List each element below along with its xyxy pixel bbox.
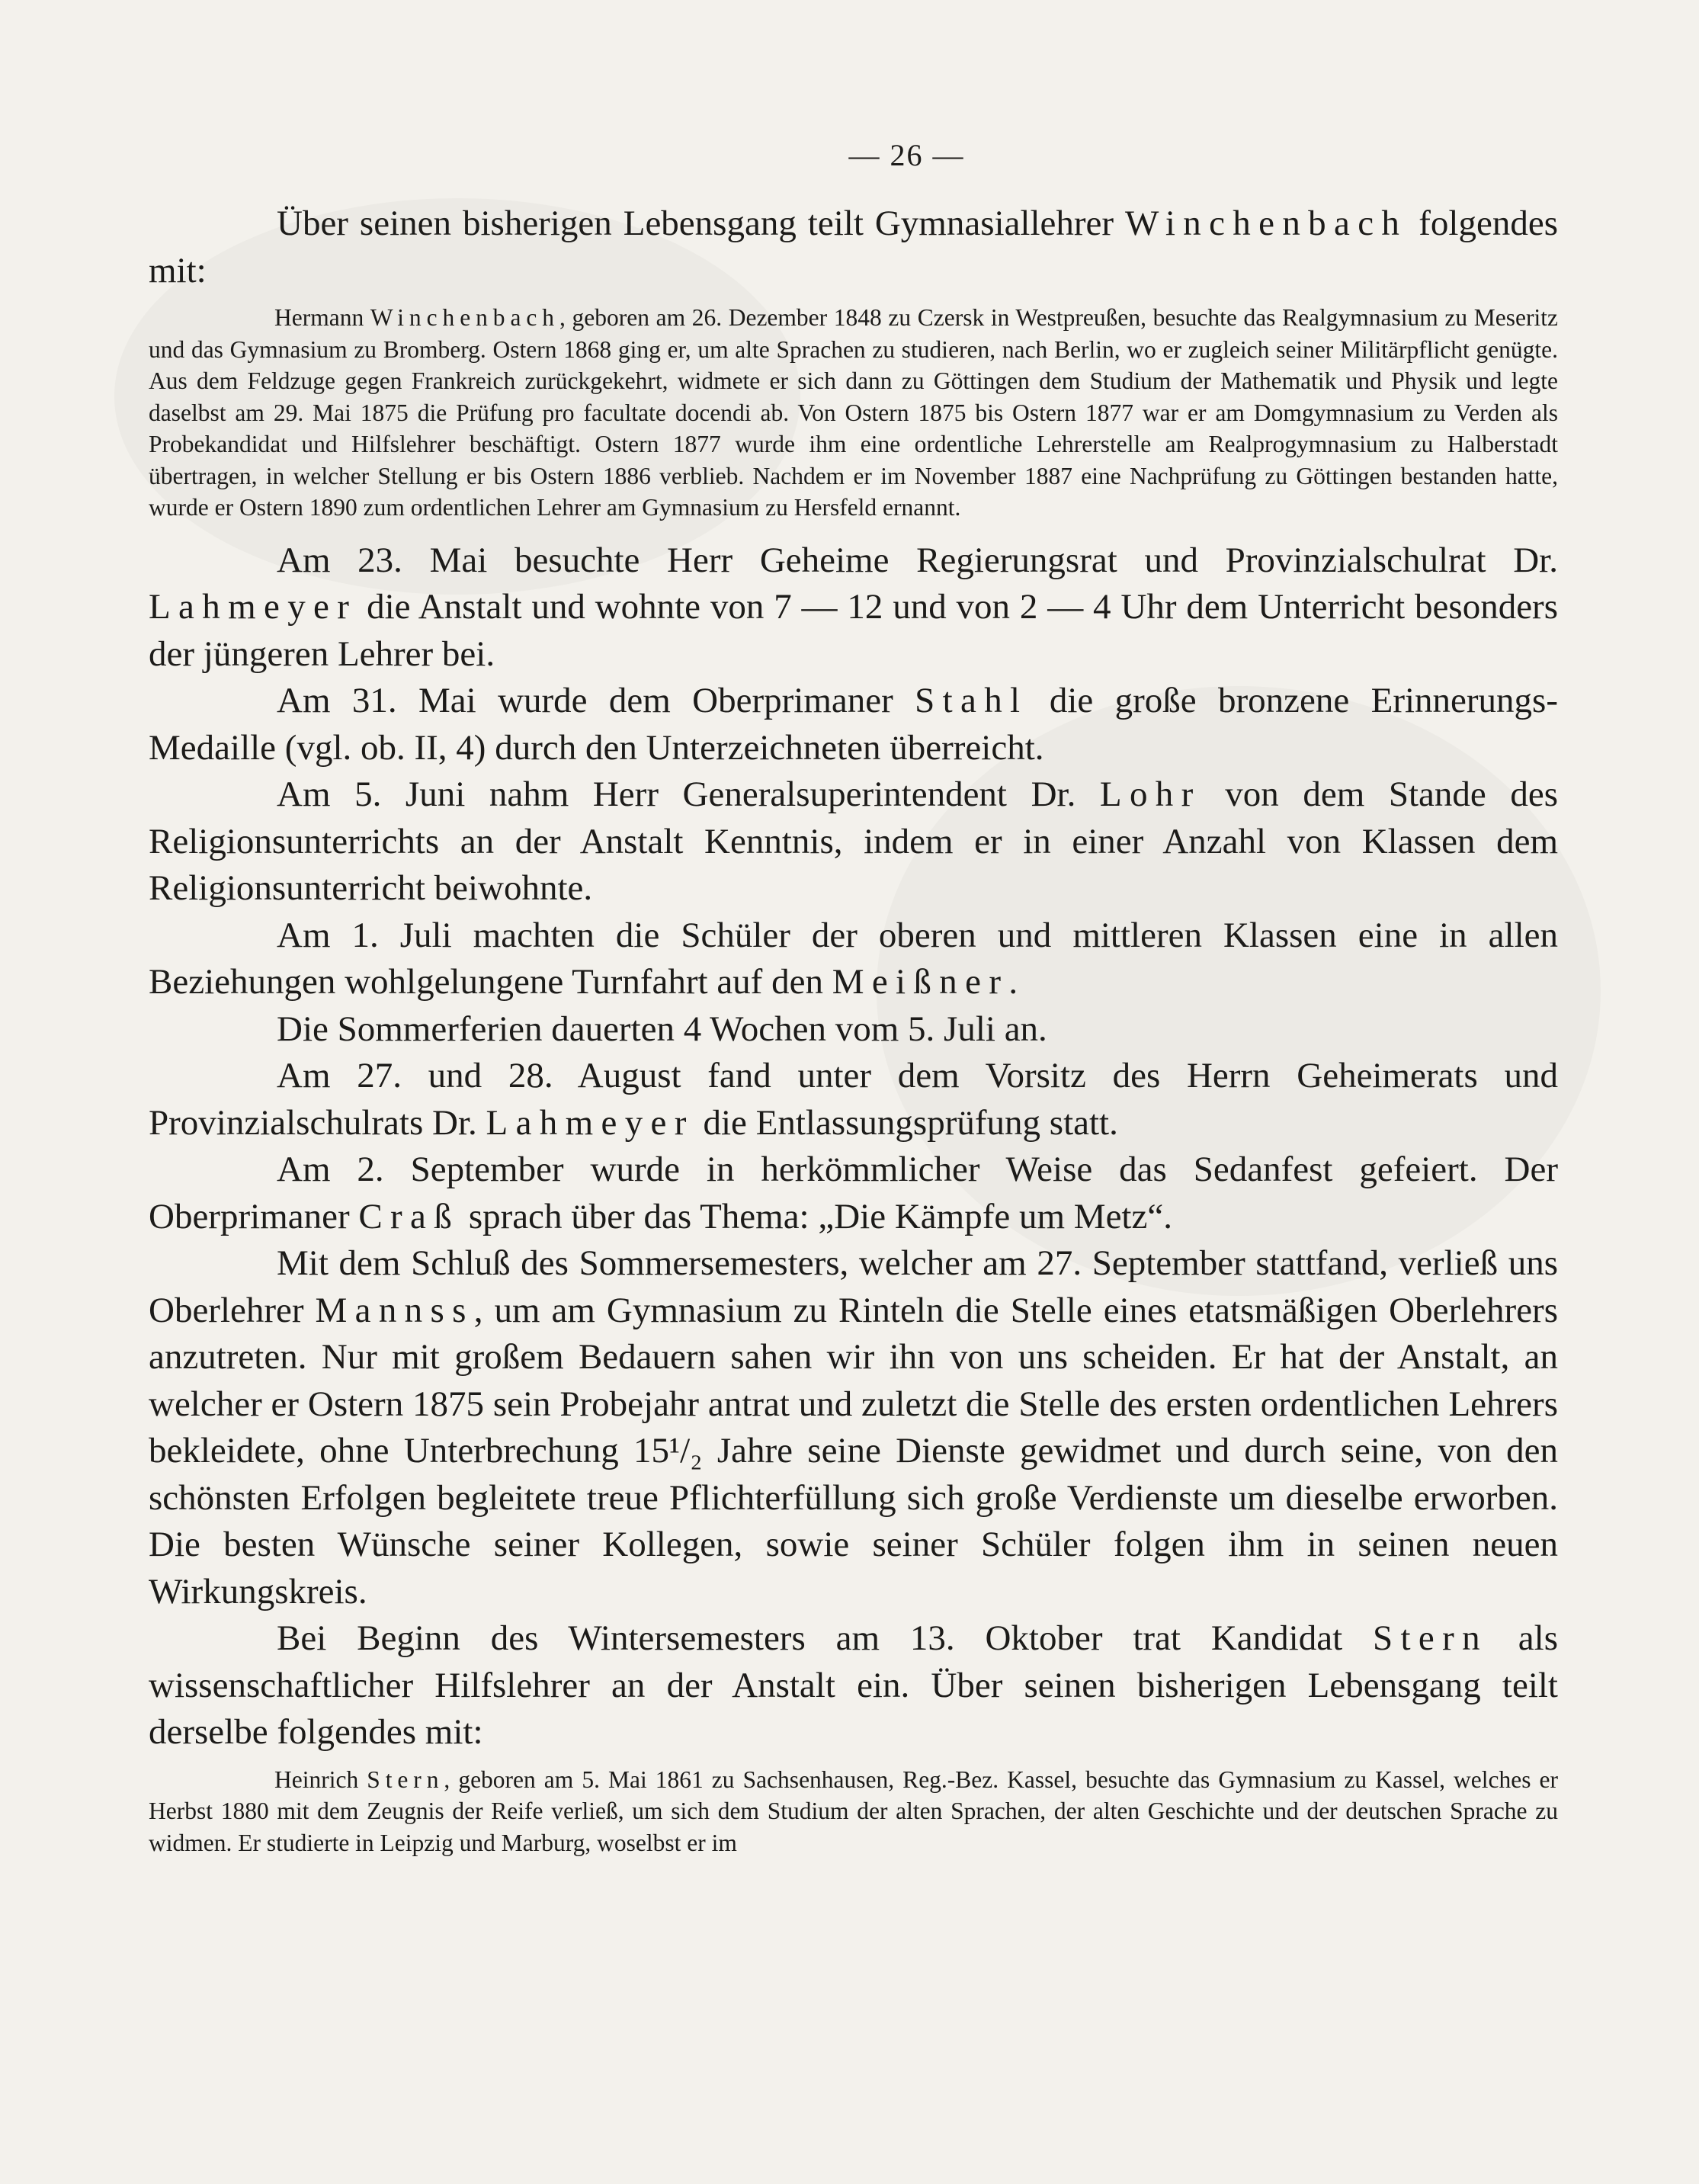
page-number: — 26 — bbox=[848, 138, 965, 172]
text-run: Hermann bbox=[274, 304, 370, 331]
person-name: Winchenbach bbox=[370, 304, 559, 331]
paragraph-may-31 bbox=[149, 678, 1558, 771]
paragraph-july-1 bbox=[149, 912, 1558, 1006]
text-run: Bei Beginn des Wintersemesters am 13. Oktober trat Kandidat bbox=[277, 1618, 1373, 1658]
text-run: Am 27. und 28. August fand unter dem Vorsitz des Herrn Geheimerats und Provinzialschulrats Dr. bbox=[149, 1056, 1558, 1143]
text-run: als wissenschaftlicher Hilfslehrer an der Anstalt ein. Über seinen bisherigen Lebensgang teilt derselbe folgendes mit: bbox=[149, 1618, 1558, 1752]
person-name: Stahl bbox=[915, 681, 1028, 720]
text-run: , geboren am 26. Dezember 1848 zu Czersk in Westpreußen, besuchte das Realgymnasium zu Meseritz und das Gymnasium zu Bromberg. Ostern 1868 ging er, um alte Sprachen zu studieren, nach Berlin, wo er zugleich seiner Militärpflicht genügte. Aus dem Feldzuge gegen Frankreich zurückgekehrt, widmete er sich dann zu Göttingen dem Studium der Mathematik und Physik und legte daselbst am 29. Mai 1875 die Prüfung pro facultate docendi ab. Von Ostern 1875 bis Ostern 1877 war er am Domgymnasium zu Verden als Probekandidat und Hilfslehrer beschäftigt. Ostern 1877 wurde ihm eine ordentliche Lehrerstelle am Realprogymnasium zu Halberstadt übertragen, in welcher Stellung er bis Ostern 1886 verblieb. Nachdem er im November 1887 eine Nachprüfung zu Göttingen bestanden hatte, wurde er Ostern 1890 zum ordentlichen Lehrer am Gymnasium zu Hersfeld ernannt. bbox=[149, 304, 1558, 521]
person-name: Craß bbox=[358, 1196, 460, 1236]
intro-winchenbach-paragraph bbox=[149, 200, 1558, 294]
text-run: Mit dem Schluß des Sommersemesters, welcher am 27. September stattfand, verließ uns Oberlehrer bbox=[149, 1243, 1558, 1330]
paragraph-september-2 bbox=[149, 1147, 1558, 1240]
text-run: , geboren am 5. Mai 1861 zu Sachsenhausen, Reg.-Bez. Kassel, besuchte das Gymnasium zu Kassel, welches er Herbst 1880 mit dem Zeugnis der Reife verließ, um sich dem Studium der alten Sprachen, der alten Geschichte und der deutschen Sprache zu widmen. Er studierte in Leipzig und Marburg, woselbst er im bbox=[149, 1765, 1558, 1856]
text-run: Über seinen bisherigen Lebensgang teilt Gymnasiallehrer bbox=[277, 204, 1126, 243]
paragraph-june-5 bbox=[149, 771, 1558, 912]
person-name: Lahmeyer bbox=[149, 587, 357, 627]
text-run: von dem Stande des Religionsunterrichts an der Anstalt Kenntnis, indem er in einer Anzahl von Klassen dem Religionsunterricht beiwohnte. bbox=[149, 775, 1558, 908]
paragraph-august bbox=[149, 1053, 1558, 1147]
winchenbach-biography bbox=[149, 302, 1558, 524]
text-run: sprach über das Thema: „Die Kämpfe um Metz“. bbox=[460, 1196, 1172, 1236]
text-run: Am 23. Mai besuchte Herr Geheime Regierungsrat und Provinzialschulrat Dr. bbox=[277, 540, 1558, 580]
text-run: die große bronzene Erinnerungs-Medaille (vgl. ob. II, 4) durch den Unterzeichneten überreicht. bbox=[149, 681, 1558, 768]
text-run: folgendes mit: bbox=[149, 204, 1558, 290]
person-name: Stern bbox=[1373, 1618, 1488, 1658]
text-run: die Entlassungsprüfung statt. bbox=[694, 1102, 1118, 1143]
paragraph-mannss-farewell bbox=[149, 1240, 1558, 1615]
person-name: Stern bbox=[367, 1765, 444, 1793]
place-name: Meißner bbox=[832, 962, 1009, 1002]
text-run: Am 2. September wurde in herkömmlicher Weise das Sedanfest gefeiert. Der Oberprimaner bbox=[149, 1150, 1558, 1236]
text-run: die Anstalt und wohnte von 7 — 12 und von 2 — 4 Uhr dem Unterricht besonders der jüngeren Lehrer bei. bbox=[149, 587, 1558, 674]
paragraph-stern-arrival bbox=[149, 1615, 1558, 1756]
person-name: Winchenbach bbox=[1125, 204, 1408, 243]
text-run: , um am Gymnasium zu Rinteln die Stelle eines etatsmäßigen Oberlehrers anzutreten. Nur mit großem Bedauern sahen wir ihn von uns scheiden. Er hat der Anstalt, an welcher er Ostern 1875 sein Probejahr antrat und zuletzt die Stelle des ersten ordentlichen Lehrers bekleidete, ohne Unterbrechung 15¹/₂ Jahre seine Dienste gewidmet und durch seine, von den schönsten Erfolgen begleitete treue Pflichterfüllung sich große Verdienste um dieselbe erworben. Die besten Wünsche seiner Kollegen, sowie seiner Schüler folgen ihm in seinen neuen Wirkungskreis. bbox=[149, 1290, 1558, 1612]
stern-biography bbox=[149, 1764, 1558, 1859]
text-run: . bbox=[1008, 962, 1018, 1002]
text-run: Am 31. Mai wurde dem Oberprimaner bbox=[277, 681, 915, 720]
person-name: Lahmeyer bbox=[486, 1102, 694, 1143]
paragraph-may-23 bbox=[149, 537, 1558, 678]
paragraph-summer-holidays: Die Sommerferien dauerten 4 Wochen vom 5. Juli an. bbox=[277, 1009, 1047, 1049]
text-run: Heinrich bbox=[274, 1765, 367, 1793]
text-run: Am 5. Juni nahm Herr Generalsuperintendent Dr. bbox=[277, 775, 1100, 814]
person-name: Mannss bbox=[315, 1290, 474, 1330]
text-run: Am 1. Juli machten die Schüler der oberen und mittleren Klassen eine in allen Beziehungen wohlgelungene Turnfahrt auf den bbox=[149, 915, 1558, 1002]
person-name: Lohr bbox=[1099, 775, 1201, 814]
